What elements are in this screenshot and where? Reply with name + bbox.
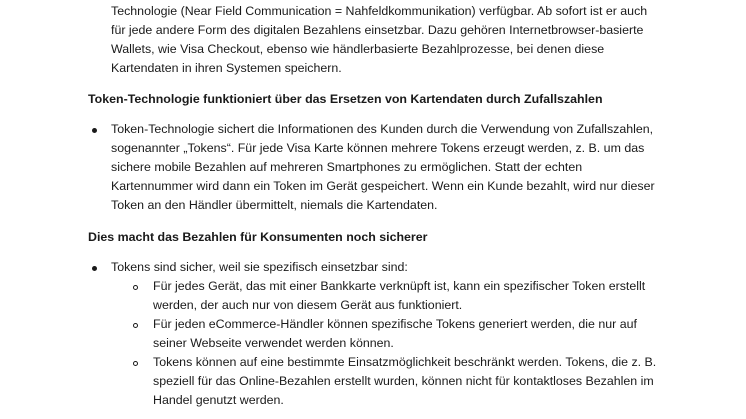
bullet-line: sichere mobile Bezahlen auf mehreren Smartphones zu ermöglichen. Statt der echten xyxy=(111,160,583,174)
sub-item-line: speziell für das Online-Bezahlen erstellt wurden, können nicht für kontaktloses Bezahlen im xyxy=(153,374,654,388)
circle-bullet-icon xyxy=(133,323,138,328)
bullet-line: Kartennummer wird dann ein Token im Gerät gespeichert. Wenn ein Kunde bezahlt, wird nur dieser xyxy=(111,179,655,193)
sub-item-line: Für jeden eCommerce-Händler können spezifische Tokens generiert werden, die nur auf xyxy=(153,317,637,331)
bullet-dot-icon xyxy=(92,128,97,133)
circle-bullet-icon xyxy=(133,285,138,290)
paragraph-line: Technologie (Near Field Communication = Nahfeldkommunikation) verfügbar. Ab sofort ist er auch xyxy=(111,4,648,18)
sub-item-line: seiner Webseite verwendet werden können. xyxy=(153,336,394,350)
sub-item-line: Für jedes Gerät, das mit einer Bankkarte verknüpft ist, kann ein spezifischer Token erstellt xyxy=(153,279,646,293)
bullet-dot-icon xyxy=(92,266,97,271)
bullet-line: Tokens sind sicher, weil sie spezifisch einsetzbar sind: xyxy=(111,260,408,274)
circle-bullet-icon xyxy=(133,361,138,366)
sub-item-line: Tokens können auf eine bestimmte Einsatzmöglichkeit beschränkt werden. Tokens, die z. B. xyxy=(153,355,657,369)
section-heading-safer-payment: Dies macht das Bezahlen für Konsumenten noch sicherer xyxy=(88,230,428,244)
bullet-line: Token an den Händler übermittelt, niemals die Kartendaten. xyxy=(111,198,438,212)
section-heading-token-technology: Token-Technologie funktioniert über das Ersetzen von Kartendaten durch Zufallszahlen xyxy=(88,92,603,106)
sub-item-line: Handel genutzt werden. xyxy=(153,393,284,407)
bullet-line: Token-Technologie sichert die Informationen des Kunden durch die Verwendung von Zufallszahlen, xyxy=(111,122,654,136)
sub-item-line: werden, der auch nur von diesem Gerät aus funktioniert. xyxy=(153,298,463,312)
paragraph-line: Wallets, wie Visa Checkout, ebenso wie händlerbasierte Bezahlprozesse, bei denen diese xyxy=(111,42,605,56)
paragraph-line: Kartendaten in ihren Systemen speichern. xyxy=(111,61,342,75)
paragraph-line: für jede andere Form des digitalen Bezahlens einsetzbar. Dazu gehören Internetbrowser-basierte xyxy=(111,23,644,37)
bullet-line: sogenannter „Tokens“. Für jede Visa Karte können mehrere Tokens erzeugt werden, z. B. um das xyxy=(111,141,645,155)
